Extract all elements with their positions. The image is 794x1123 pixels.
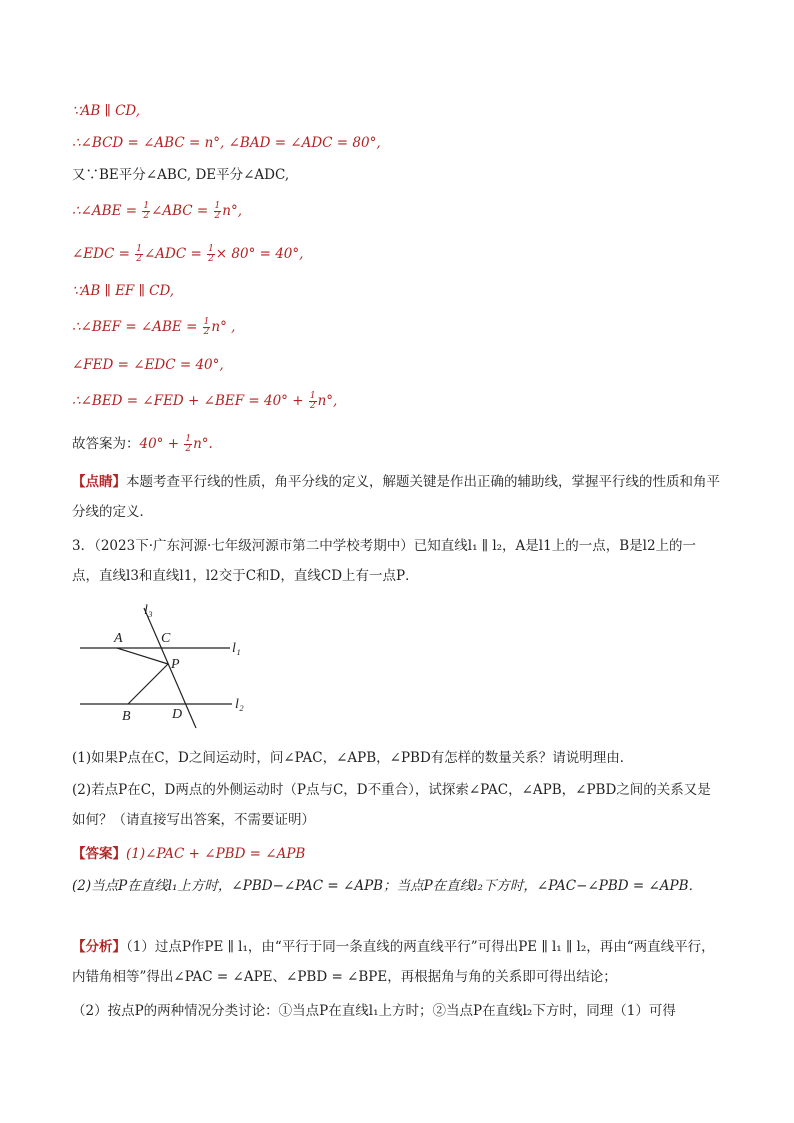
problem-3-text: 3．（2023下·广东河源·七年级河源市第二中学校考期中）已知直线l₁ ∥ l₂，A是l1上的一点，B是l2上的一点，直线l3和直线l1，l2交于C和D，直线CD上有一点P． — [72, 538, 697, 584]
line-l3 — [144, 608, 196, 728]
final-answer-line: 故答案为：40° + $\frac{1}{2}$ n°. — [72, 434, 213, 454]
solution-line-8: ∠FED = ∠EDC = 40°, — [72, 357, 224, 373]
question-1: (1)如果P点在C，D之间运动时，问∠PAC，∠APB，∠PBD有怎样的数量关系？请说明理由． — [72, 750, 634, 766]
analysis-label: 【分析】 — [72, 939, 126, 955]
answer-2: (2)当点P在直线l₁上方时，∠PBD−∠PAC = ∠APB；当点P在直线l₂下方时，∠PAC−∠PBD = ∠APB． — [72, 878, 703, 894]
geometry-figure — [72, 600, 262, 730]
solution-line-4: ∴∠ABE = $\frac{1}{2}$ ∠ABC = $\frac{1}{2}$ n°, — [72, 201, 243, 221]
label-c: C — [161, 631, 171, 646]
answer-1: (1)∠PAC + ∠PBD = ∠APB — [126, 846, 306, 862]
solution-line-9: ∴∠BED = ∠FED + ∠BEF = 40° + $\frac{1}{2}$ n°, — [72, 391, 338, 411]
fraction: $\frac{1}{2}$ — [136, 244, 142, 264]
label-l1: l₁ — [232, 641, 241, 656]
segment-ap — [117, 648, 168, 664]
label-d: D — [172, 707, 183, 722]
label-p: P — [171, 657, 180, 672]
label-l2: l₂ — [235, 697, 244, 712]
solution-line-6: ∵AB ∥ EF ∥ CD, — [72, 283, 175, 299]
analysis-p1: （1）过点P作PE ∥ l₁，由“平行于同一条直线的两直线平行”可得出PE ∥ l₁ ∥ l₂，再由“两直线平行，内错角相等”得出∠PAC = ∠APE、∠PBD = ∠BPE，再根据角与角的关系即可得出结论； — [72, 939, 715, 985]
solution-line-1: ∵AB ∥ CD, — [72, 103, 141, 119]
comment-label: 【点睛】 — [72, 474, 126, 490]
solution-line-2: ∴∠BCD = ∠ABC = n°, ∠BAD = ∠ADC = 80°, — [72, 135, 381, 151]
answer-block — [72, 839, 722, 869]
solution-line-5: ∠EDC = $\frac{1}{2}$ ∠ADC = $\frac{1}{2}$ × 80° = 40°, — [72, 244, 304, 264]
segment-pb — [128, 664, 168, 704]
analysis-p2: （2）按点P的两种情况分类讨论：①当点P在直线l₁上方时；②当点P在直线l₂下方时，同理（1）可得 — [72, 1003, 676, 1019]
label-l3: l₃ — [144, 603, 153, 618]
fraction: $\frac{1}{2}$ — [143, 201, 150, 221]
comment-text: 本题考查平行线的性质，角平分线的定义，解题关键是作出正确的辅助线，掌握平行线的性质和角平分线的定义． — [72, 474, 720, 520]
analysis-block — [72, 932, 722, 992]
answer-label: 【答案】 — [72, 846, 126, 862]
fraction: $\frac{1}{2}$ — [309, 391, 316, 411]
question-2: (2)若点P在C，D两点的外侧运动时（P点与C，D不重合），试探索∠PAC，∠APB，∠PBD之间的关系又是如何？（请直接写出答案，不需要证明） — [72, 782, 711, 828]
label-a: A — [114, 631, 123, 646]
solution-line-7: ∴∠BEF = ∠ABE = $\frac{1}{2}$ n° , — [72, 317, 236, 337]
fraction: $\frac{1}{2}$ — [203, 317, 210, 337]
comment-block — [72, 467, 722, 527]
fraction: $\frac{1}{2}$ — [185, 434, 192, 454]
fraction: $\frac{1}{2}$ — [214, 201, 221, 221]
fraction: $\frac{1}{2}$ — [208, 244, 214, 264]
solution-line-3: 又∵BE平分∠ABC, DE平分∠ADC, — [72, 167, 290, 183]
label-b: B — [122, 709, 131, 724]
